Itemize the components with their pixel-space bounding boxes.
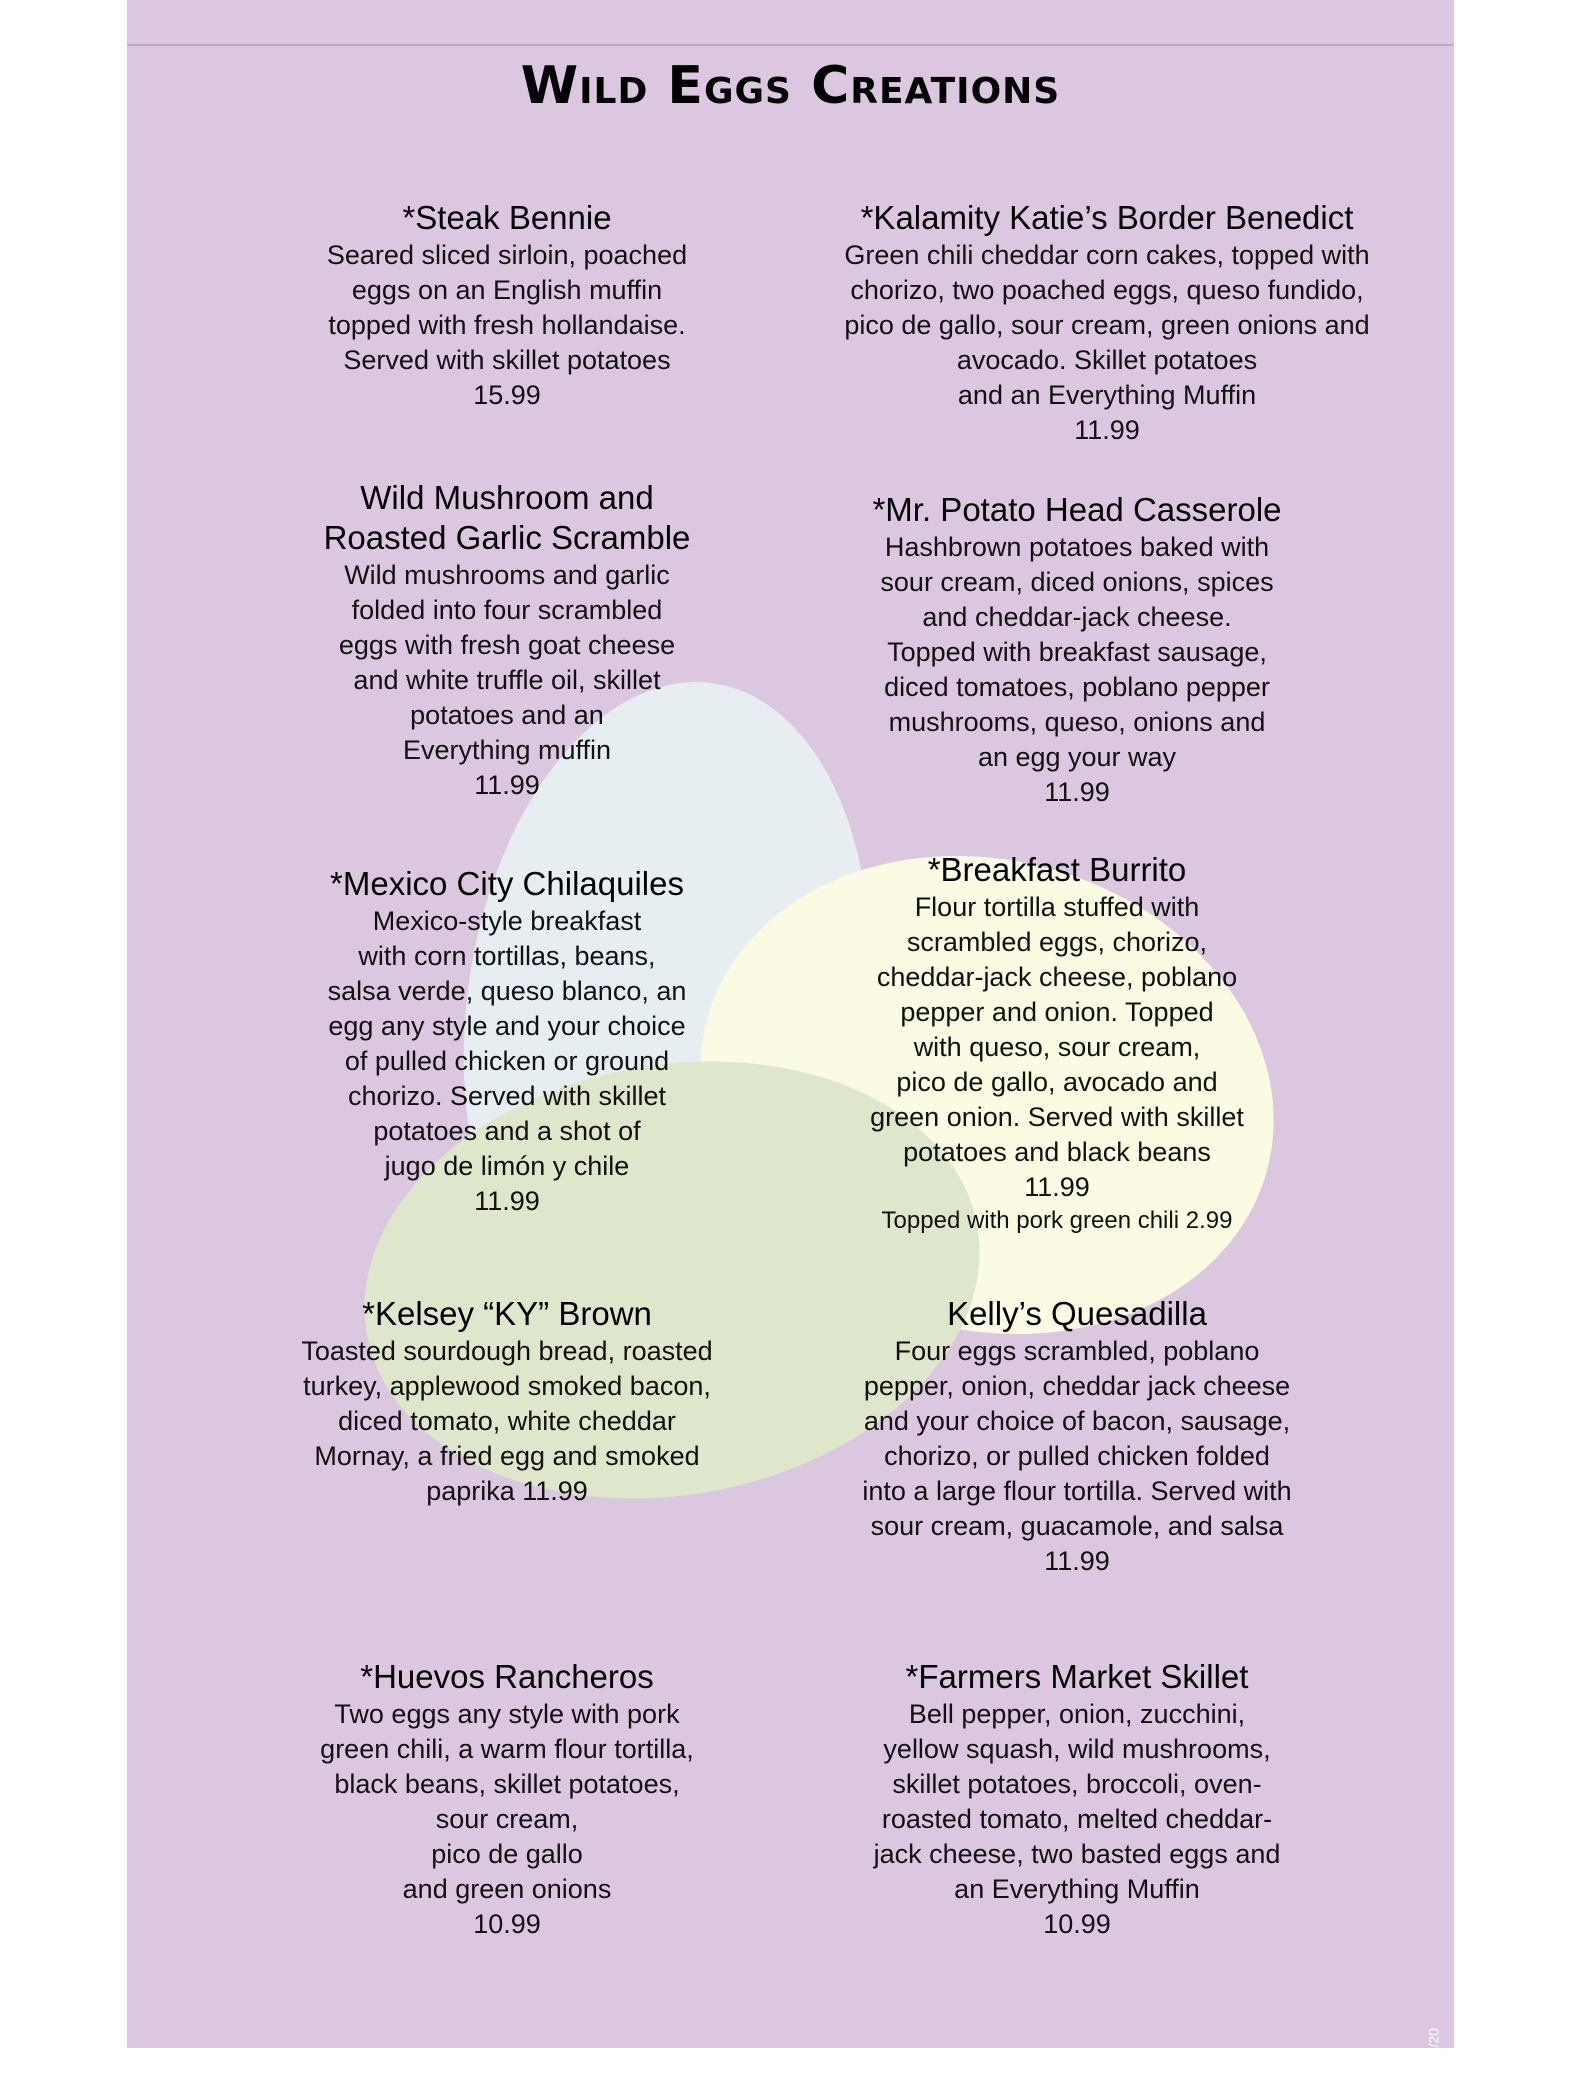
item-name: *Huevos Rancheros [360, 1658, 654, 1695]
menu-item-huevos-rancheros [227, 1657, 787, 1942]
menu-item-chilaquiles [227, 864, 787, 1219]
item-price: 10.99 [1043, 1909, 1111, 1939]
menu-item-ky-brown [227, 1294, 787, 1509]
item-price: 11.99 [1044, 1546, 1110, 1576]
menu-item-quesadilla [777, 1294, 1377, 1579]
item-description: Wild mushrooms and garlic folded into four scrambled eggs with fresh goat cheese and white truffle oil, skillet potatoes and an Everything muffin [338, 560, 676, 765]
item-name: *Kelsey “KY” Brown [362, 1295, 652, 1332]
item-price: 15.99 [473, 380, 541, 410]
item-description: Seared sliced sirloin, poached eggs on an English muffin topped with fresh hollandaise. Served with skillet potatoes [326, 240, 688, 375]
item-price: 11.99 [474, 1186, 540, 1216]
menu-page [127, 0, 1454, 2078]
item-description: Mexico-style breakfast with corn tortillas, beans, salsa verde, queso blanco, an egg any style and your choice of pulled chicken or ground chorizo. Served with skillet potatoes and a shot of jugo de limón y chile [327, 906, 687, 1181]
item-price: 11.99 [1074, 415, 1140, 445]
print-code: KY 3/20 [1426, 2028, 1442, 2078]
item-price: 11.99 [1024, 1172, 1090, 1202]
item-description: Four eggs scrambled, poblano pepper, onion, cheddar jack cheese and your choice of bacon, sausage, chorizo, or pulled chicken folded into a large flour tortilla. Served with sour cream, guacamole, and salsa [862, 1336, 1292, 1541]
menu-item-potato-casserole [777, 490, 1377, 810]
item-price: 11.99 [1044, 777, 1110, 807]
item-addon: Topped with pork green chili 2.99 [881, 1207, 1233, 1234]
item-description: Hashbrown potatoes baked with sour cream, diced onions, spices and cheddar-jack cheese. Topped with breakfast sausage, diced tomatoes, poblano pepper mushrooms, queso, onions and an egg your way [880, 532, 1274, 772]
item-price: 10.99 [473, 1909, 541, 1939]
item-description: Bell pepper, onion, zucchini, yellow squash, wild mushrooms, skillet potatoes, broccoli, oven- roasted tomato, melted cheddar- jack cheese, two basted eggs and an Everything Muffin [873, 1699, 1281, 1904]
menu-title: Wild Eggs Creations [520, 56, 1061, 116]
item-name: Kelly’s Quesadilla [947, 1295, 1207, 1332]
item-name: *Mexico City Chilaquiles [330, 865, 684, 902]
menu-item-border-benedict [807, 198, 1407, 448]
item-name: *Breakfast Burrito [927, 851, 1187, 888]
item-name: *Farmers Market Skillet [905, 1658, 1249, 1695]
item-name: *Kalamity Katie’s Border Benedict [860, 199, 1354, 236]
item-price: 11.99 [474, 770, 540, 800]
menu-item-breakfast-burrito [757, 850, 1357, 1237]
item-description: Toasted sourdough bread, roasted turkey, applewood smoked bacon, diced tomato, white cheddar Mornay, a fried egg and smoked paprika 11.99 [301, 1336, 713, 1506]
menu-item-farmers-skillet [777, 1657, 1377, 1942]
item-description: Flour tortilla stuffed with scrambled eggs, chorizo, cheddar-jack cheese, poblano pepper and onion. Topped with queso, sour cream, pico de gallo, avocado and green onion. Served with skillet potatoes and black beans [870, 892, 1244, 1167]
item-description: Green chili cheddar corn cakes, topped with chorizo, two poached eggs, queso fundido, pico de gallo, sour cream, green onions and avocado. Skillet potatoes and an Everything Muffin [844, 240, 1370, 410]
item-name: *Steak Bennie [402, 199, 612, 236]
item-description: Two eggs any style with pork green chili, a warm flour tortilla, black beans, skillet potatoes, sour cream, pico de gallo and green onions [320, 1699, 694, 1904]
menu-item-steak-bennie [227, 198, 787, 413]
menu-item-mushroom-scramble [227, 478, 787, 803]
item-name: *Mr. Potato Head Casserole [872, 491, 1282, 528]
item-name: Wild Mushroom and Roasted Garlic Scramble [323, 479, 691, 556]
